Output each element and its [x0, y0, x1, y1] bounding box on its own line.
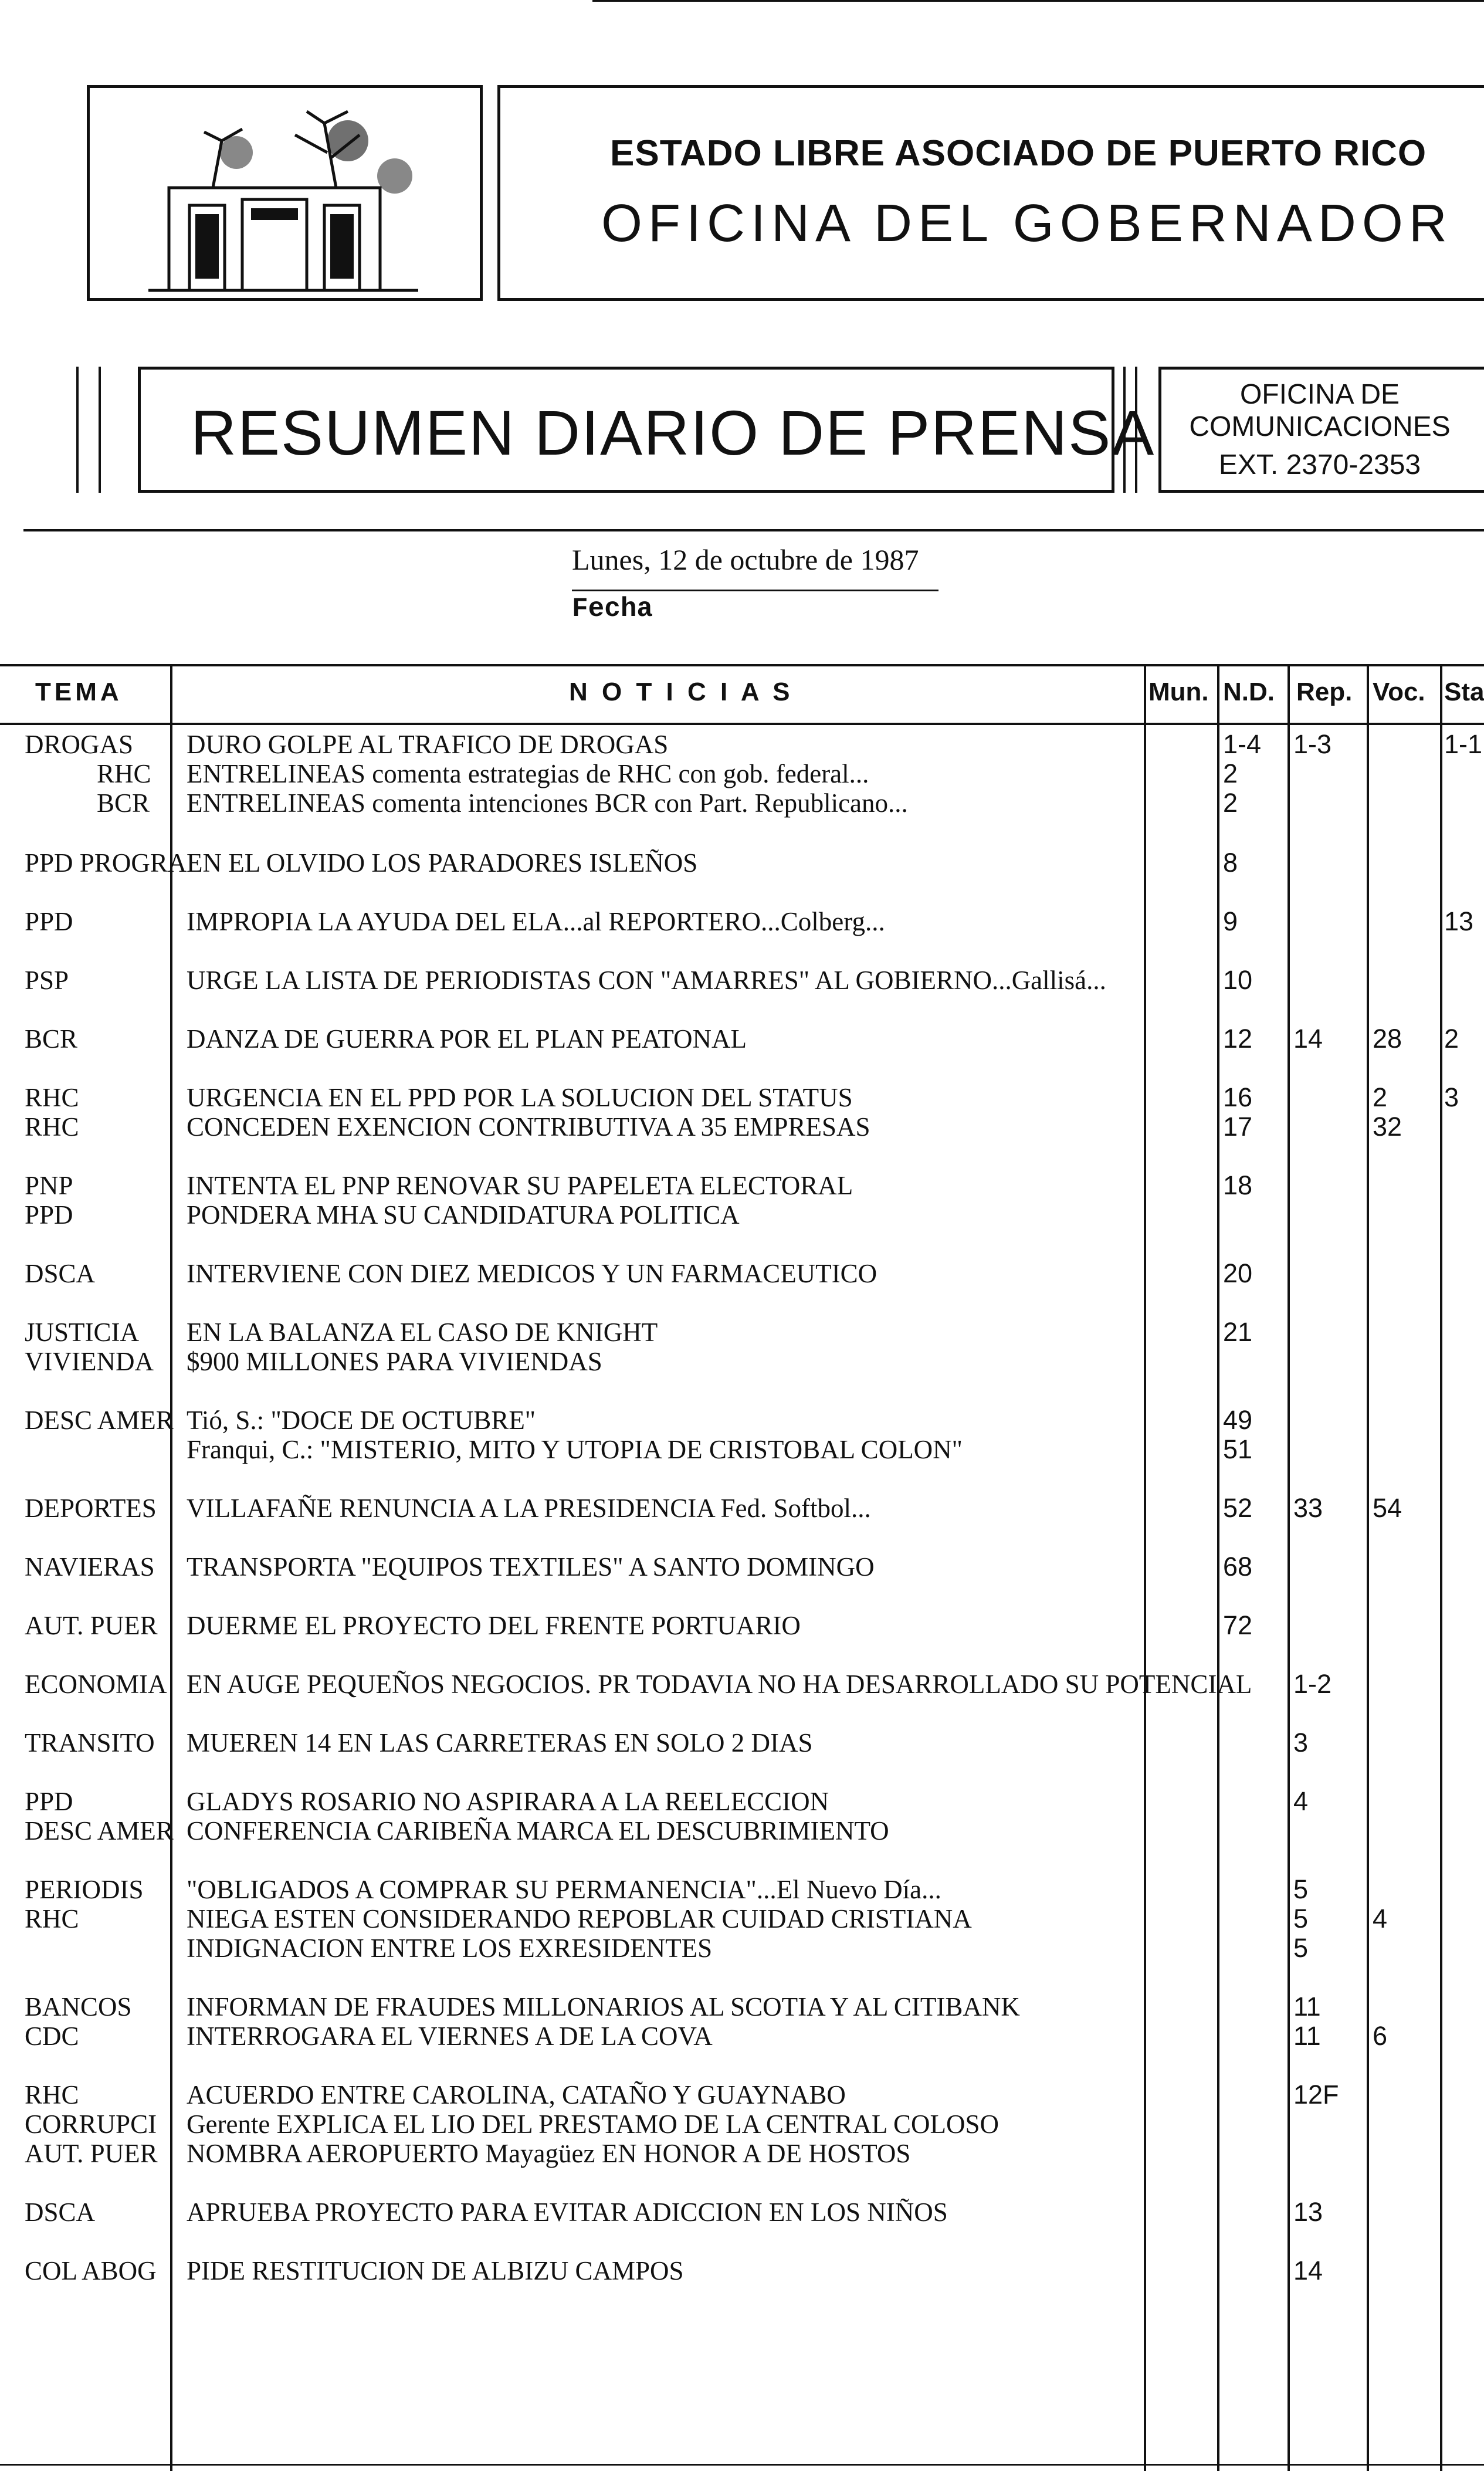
date-value: Lunes, 12 de octubre de 1987	[572, 543, 919, 576]
rep-page-cell: 11	[1293, 1992, 1321, 2022]
topic-cell: COL ABOG	[25, 2256, 157, 2285]
topic-cell: TRANSITO	[25, 1728, 155, 1758]
nd-page-cell: 9	[1223, 906, 1238, 936]
topic-cell: NAVIERAS	[25, 1552, 155, 1582]
headline-cell: ENTRELINEAS comenta estrategias de RHC con gob. federal...	[187, 759, 869, 788]
topic-cell: VIVIENDA	[25, 1347, 154, 1376]
rep-page-cell: 1-3	[1293, 729, 1332, 759]
nd-page-cell: 52	[1223, 1493, 1253, 1523]
headline-cell: PIDE RESTITUCION DE ALBIZU CAMPOS	[187, 2256, 684, 2285]
voc-page-cell: 2	[1373, 1082, 1388, 1112]
nd-page-cell: 21	[1223, 1317, 1253, 1347]
headline-cell: Gerente EXPLICA EL LIO DEL PRESTAMO DE LA CENTRAL COLOSO	[187, 2109, 1000, 2139]
nd-page-cell: 49	[1223, 1405, 1253, 1435]
topic-cell: CDC	[25, 2022, 79, 2051]
headline-cell: $900 MILLONES PARA VIVIENDAS	[187, 1347, 602, 1376]
governor-logo-box	[87, 85, 483, 301]
topic-cell: DSCA	[25, 2197, 96, 2227]
headline-cell: Tió, S.: "DOCE DE OCTUBRE"	[187, 1406, 536, 1435]
topic-cell: PPD	[25, 1787, 73, 1816]
comm-dept-label: COMUNICACIONES	[1189, 411, 1451, 442]
topic-cell: RHC	[25, 1083, 79, 1112]
topic-cell: AUT. PUER	[25, 2139, 158, 2168]
col-header-mun: Mun.	[1148, 678, 1209, 706]
office-title-box	[497, 85, 1484, 301]
topic-cell: DESC AMER	[25, 1406, 174, 1435]
voc-page-cell: 54	[1373, 1493, 1402, 1523]
rep-page-cell: 5	[1293, 1933, 1309, 1963]
voc-page-cell: 32	[1373, 1112, 1402, 1142]
headline-cell: VILLAFAÑE RENUNCIA A LA PRESIDENCIA Fed. Softbol...	[187, 1494, 871, 1523]
nd-page-cell: 8	[1223, 848, 1238, 878]
col-header-rep: Rep.	[1296, 678, 1353, 706]
commonwealth-title: ESTADO LIBRE ASOCIADO DE PUERTO RICO	[610, 133, 1427, 174]
topic-cell: ECONOMIA	[25, 1670, 167, 1699]
col-divider-mun	[1217, 664, 1219, 2471]
topic-cell: CORRUPCI	[25, 2109, 157, 2139]
voc-page-cell: 6	[1373, 2021, 1388, 2051]
nd-page-cell: 68	[1223, 1552, 1253, 1582]
headline-cell: DURO GOLPE AL TRAFICO DE DROGAS	[187, 730, 669, 759]
headline-cell: PONDERA MHA SU CANDIDATURA POLITICA	[187, 1200, 740, 1230]
nd-page-cell: 72	[1223, 1610, 1253, 1640]
headline-cell: INTERVIENE CON DIEZ MEDICOS Y UN FARMACEUTICO	[187, 1259, 877, 1288]
topic-cell: PERIODIS	[25, 1875, 144, 1904]
headline-cell: IMPROPIA LA AYUDA DEL ELA...al REPORTERO...Colberg...	[187, 907, 885, 936]
building-seal-icon	[90, 88, 480, 298]
col-divider-tema	[170, 664, 172, 2471]
rep-page-cell: 33	[1293, 1493, 1323, 1523]
headline-cell: EN LA BALANZA EL CASO DE KNIGHT	[187, 1318, 658, 1347]
headline-cell: URGE LA LISTA DE PERIODISTAS CON "AMARRES" AL GOBIERNO...Gallisá...	[187, 966, 1106, 995]
headline-cell: GLADYS ROSARIO NO ASPIRARA A LA REELECCION	[187, 1787, 829, 1816]
headline-cell: NIEGA ESTEN CONSIDERANDO REPOBLAR CUIDAD CRISTIANA	[187, 1904, 972, 1934]
headline-cell: EN AUGE PEQUEÑOS NEGOCIOS. PR TODAVIA NO HA DESARROLLADO SU POTENCIAL	[187, 1670, 1252, 1699]
headline-cell: INFORMAN DE FRAUDES MILLONARIOS AL SCOTIA Y AL CITIBANK	[187, 1992, 1020, 2022]
headline-cell: EN EL OLVIDO LOS PARADORES ISLEÑOS	[187, 848, 698, 878]
nd-page-cell: 16	[1223, 1082, 1253, 1112]
sta-page-cell: 3	[1444, 1082, 1459, 1112]
rep-page-cell: 13	[1293, 2197, 1323, 2227]
headline-cell: NOMBRA AEROPUERTO Mayagüez EN HONOR A DE HOSTOS	[187, 2139, 911, 2168]
col-divider-noticias	[1144, 664, 1146, 2471]
rep-page-cell: 14	[1293, 1024, 1323, 1054]
rep-page-cell: 11	[1293, 2021, 1321, 2051]
headline-cell: "OBLIGADOS A COMPRAR SU PERMANENCIA"...El Nuevo Día...	[187, 1875, 941, 1904]
rep-page-cell: 5	[1293, 1904, 1309, 1934]
col-header-tema: TEMA	[35, 678, 123, 706]
topic-cell: PNP	[25, 1171, 73, 1200]
sta-page-cell: 13	[1444, 906, 1474, 936]
nd-page-cell: 12	[1223, 1024, 1253, 1054]
col-divider-rep	[1367, 664, 1369, 2471]
nd-page-cell: 2	[1223, 759, 1238, 788]
topic-cell: RHC	[25, 2080, 79, 2109]
headline-cell: DANZA DE GUERRA POR EL PLAN PEATONAL	[187, 1024, 747, 1054]
headline-cell: URGENCIA EN EL PPD POR LA SOLUCION DEL STATUS	[187, 1083, 853, 1112]
col-divider-voc	[1440, 664, 1442, 2471]
topic-cell: AUT. PUER	[25, 1611, 158, 1640]
table-top-rule	[0, 664, 1484, 666]
date-underline	[572, 590, 938, 591]
headline-cell: DUERME EL PROYECTO DEL FRENTE PORTUARIO	[187, 1611, 801, 1640]
page-title: RESUMEN DIARIO DE PRENSA	[191, 397, 1156, 468]
headline-cell: Franqui, C.: "MISTERIO, MITO Y UTOPIA DE CRISTOBAL COLON"	[187, 1435, 963, 1464]
comm-extension: EXT. 2370-2353	[1218, 449, 1421, 480]
section-rule	[23, 529, 1484, 531]
topic-cell: RHC	[25, 1904, 79, 1934]
rep-page-cell: 5	[1293, 1874, 1309, 1904]
col-header-voc: Voc.	[1373, 678, 1425, 706]
headline-cell: APRUEBA PROYECTO PARA EVITAR ADICCION EN LOS NIÑOS	[187, 2197, 948, 2227]
sta-page-cell: 2	[1444, 1024, 1459, 1054]
left-double-bar	[76, 367, 79, 493]
col-header-sta: Sta	[1444, 678, 1484, 706]
voc-page-cell: 28	[1373, 1024, 1402, 1054]
rep-page-cell: 4	[1293, 1786, 1309, 1816]
table-bottom-rule	[0, 2464, 1484, 2466]
col-divider-nd	[1288, 664, 1290, 2471]
voc-page-cell: 4	[1373, 1904, 1388, 1934]
headline-cell: TRANSPORTA "EQUIPOS TEXTILES" A SANTO DOMINGO	[187, 1552, 875, 1582]
topic-cell: DROGAS	[25, 730, 134, 759]
nd-page-cell: 17	[1223, 1112, 1253, 1142]
headline-cell: INTERROGARA EL VIERNES A DE LA COVA	[187, 2022, 713, 2051]
rep-page-cell: 3	[1293, 1728, 1309, 1758]
topic-cell: DESC AMER	[25, 1816, 174, 1846]
table-header-rule	[0, 723, 1484, 725]
topic-cell: PPD	[25, 907, 73, 936]
rep-page-cell: 12F	[1293, 2080, 1339, 2109]
nd-page-cell: 20	[1223, 1258, 1253, 1288]
topic-cell: JUSTICIA	[25, 1318, 140, 1347]
topic-cell: PPD	[25, 1200, 73, 1230]
headline-cell: MUEREN 14 EN LAS CARRETERAS EN SOLO 2 DIAS	[187, 1728, 813, 1758]
governor-office-title: OFICINA DEL GOBERNADOR	[601, 194, 1453, 253]
headline-cell: CONCEDEN EXENCION CONTRIBUTIVA A 35 EMPRESAS	[187, 1112, 870, 1142]
headline-cell: ENTRELINEAS comenta intenciones BCR con Part. Republicano...	[187, 788, 908, 818]
nd-page-cell: 1-4	[1223, 729, 1262, 759]
topic-cell: BCR	[25, 1024, 78, 1054]
topic-cell: BANCOS	[25, 1992, 132, 2022]
nd-page-cell: 2	[1223, 788, 1238, 818]
nd-page-cell: 10	[1223, 965, 1253, 995]
topic-cell: PPD PROGRA	[25, 848, 187, 878]
nd-page-cell: 51	[1223, 1434, 1253, 1464]
headline-cell: INDIGNACION ENTRE LOS EXRESIDENTES	[187, 1934, 713, 1963]
comm-office-label: OFICINA DE	[1239, 379, 1400, 410]
topic-cell: DEPORTES	[25, 1494, 157, 1523]
left-double-bar	[99, 367, 101, 493]
headline-cell: ACUERDO ENTRE CAROLINA, CATAÑO Y GUAYNABO	[187, 2080, 846, 2109]
topic-cell: PSP	[25, 966, 69, 995]
headline-cell: INTENTA EL PNP RENOVAR SU PAPELETA ELECTORAL	[187, 1171, 853, 1200]
date-label: Fecha	[572, 594, 653, 624]
topic-cell: RHC	[97, 759, 151, 788]
nd-page-cell: 18	[1223, 1170, 1253, 1200]
col-header-noticias: N O T I C I A S	[569, 678, 794, 706]
topic-cell: DSCA	[25, 1259, 96, 1288]
headline-cell: CONFERENCIA CARIBEÑA MARCA EL DESCUBRIMIENTO	[187, 1816, 889, 1846]
top-rule	[592, 0, 1484, 2]
rep-page-cell: 14	[1293, 2256, 1323, 2285]
topic-cell: BCR	[97, 788, 150, 818]
sta-page-cell: 1-1	[1444, 729, 1483, 759]
topic-cell: RHC	[25, 1112, 79, 1142]
col-header-nd: N.D.	[1223, 678, 1275, 706]
rep-page-cell: 1-2	[1293, 1669, 1332, 1699]
